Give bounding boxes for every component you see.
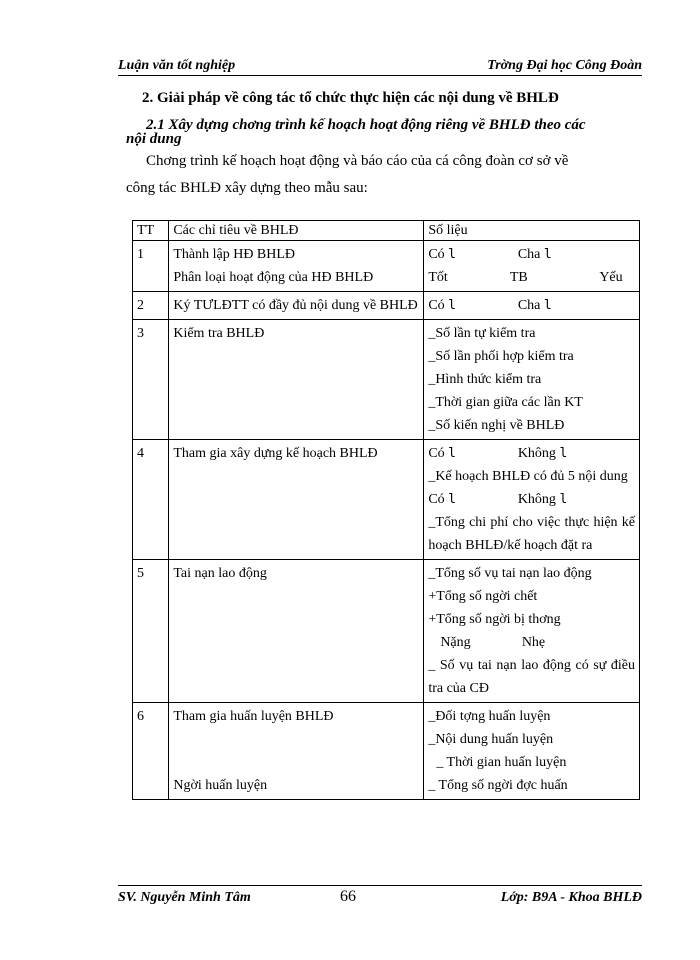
row-number: 2	[133, 292, 169, 320]
header-left: Luận văn tốt nghiệp	[118, 58, 236, 73]
option-label: Không	[517, 446, 556, 461]
data-cell	[424, 241, 640, 292]
data-line: +Tổng số ngời bị thơng	[428, 612, 561, 627]
table-row	[133, 320, 640, 440]
data-line: _Số kiến nghị về BHLĐ	[428, 418, 565, 433]
data-cell	[424, 292, 640, 320]
indicator-line: Tham gia huấn luyện BHLĐ	[173, 709, 334, 724]
checkbox-icon[interactable]: l	[448, 247, 456, 262]
option-label: Nặng	[440, 635, 471, 650]
header-data: Số liệu	[424, 221, 640, 241]
checkbox-icon[interactable]: l	[543, 247, 552, 262]
checkbox-icon[interactable]: l	[559, 492, 568, 507]
intro-line2: công tác BHLĐ xây dựng theo mẫu sau:	[126, 180, 368, 196]
data-line: _Kế hoạch BHLĐ có đủ 5 nội dung	[428, 469, 628, 484]
table-header-row	[133, 221, 640, 241]
data-cell	[424, 440, 640, 560]
indicator-line: Ký TƯLĐTT có đầy đủ nội dung về BHLĐ	[173, 298, 418, 313]
checkbox-icon[interactable]: l	[448, 298, 456, 313]
table-row	[133, 703, 640, 800]
indicator-line: Ngời huấn luyện	[173, 778, 268, 793]
data-line: _Số lần tự kiểm tra	[428, 326, 536, 341]
indicator-cell	[169, 292, 424, 320]
option-pair	[428, 294, 635, 317]
data-line: _Tổng chi phí cho việc thực hiện kế hoạch BHLĐ/kế hoạch đặt ra	[428, 515, 635, 553]
header-rule	[118, 75, 642, 76]
option-label: Có	[428, 446, 445, 461]
option-label: TB	[509, 270, 528, 285]
option-label: Không	[517, 492, 556, 507]
indicator-line: Tham gia xây dựng kế hoạch BHLĐ	[173, 446, 378, 461]
indicator-cell	[169, 560, 424, 703]
sub-title-line1: 2.1 Xây dựng chơng trình kế hoạch hoạt động riêng về BHLĐ theo các	[146, 117, 586, 133]
intro-paragraph	[126, 148, 636, 202]
footer-class: Lớp: B9A - Khoa BHLĐ	[500, 890, 642, 905]
data-line: _Nội dung huấn luyện	[428, 732, 554, 747]
checkbox-icon[interactable]: l	[448, 492, 456, 507]
data-line: +Tổng số ngời chết	[428, 589, 538, 604]
option-label: Có	[428, 247, 445, 262]
severity-options	[428, 631, 635, 654]
row-number: 4	[133, 440, 169, 560]
indicator-cell	[169, 241, 424, 292]
footer-rule	[118, 885, 642, 886]
indicator-cell	[169, 703, 424, 800]
data-cell	[424, 703, 640, 800]
checkbox-icon[interactable]: l	[543, 298, 552, 313]
option-label: Có	[428, 298, 445, 313]
table-row	[133, 560, 640, 703]
table-row	[133, 241, 640, 292]
data-line: _ Tổng số ngời đợc huấn	[428, 778, 568, 793]
bhld-table	[132, 220, 640, 800]
indicator-line: Kiểm tra BHLĐ	[173, 326, 265, 341]
indicator-cell	[169, 320, 424, 440]
data-cell	[424, 560, 640, 703]
row-number: 6	[133, 703, 169, 800]
sub-title	[126, 118, 638, 146]
option-label: Cha	[517, 247, 541, 262]
option-label: Nhẹ	[521, 635, 546, 650]
indicator-line: Phân loại hoạt động của HĐ BHLĐ	[173, 270, 374, 285]
rating-options	[428, 266, 635, 289]
data-line: _Thời gian giữa các lần KT	[428, 395, 583, 410]
option-label: Tốt	[428, 270, 448, 285]
data-line: _ Thời gian huấn luyện	[436, 755, 567, 770]
footer-author: SV. Nguyễn Minh Tâm	[118, 890, 251, 905]
table-row	[133, 440, 640, 560]
option-pair	[428, 488, 635, 511]
indicator-line: Thành lập HĐ BHLĐ	[173, 247, 296, 262]
option-pair	[428, 243, 635, 266]
option-pair	[428, 442, 635, 465]
header-tt: TT	[133, 221, 169, 241]
header-right: Trờng Đại học Công Đoàn	[487, 58, 642, 73]
data-cell	[424, 320, 640, 440]
page-number: 66	[340, 888, 356, 905]
option-label: Yếu	[599, 270, 623, 285]
data-line: _ Số vụ tai nạn lao động có sự điều tra của CĐ	[428, 658, 635, 696]
header-indicator: Các chỉ tiêu về BHLĐ	[169, 221, 424, 241]
data-line: _Số lần phối hợp kiểm tra	[428, 349, 574, 364]
option-label: Cha	[517, 298, 541, 313]
data-line: _Hình thức kiểm tra	[428, 372, 542, 387]
data-line: _Tổng số vụ tai nạn lao động	[428, 566, 592, 581]
row-number: 1	[133, 241, 169, 292]
intro-line1: Chơng trình kế hoạch hoạt động và báo cáo của cá công đoàn cơ sở về	[146, 153, 569, 169]
section-title: 2. Giải pháp về công tác tổ chức thực hiện các nội dung về BHLĐ	[142, 90, 559, 106]
option-label: Có	[428, 492, 445, 507]
row-number: 5	[133, 560, 169, 703]
checkbox-icon[interactable]: l	[448, 446, 456, 461]
indicator-cell	[169, 440, 424, 560]
sub-title-line2: nội dung	[126, 131, 182, 147]
row-number: 3	[133, 320, 169, 440]
data-line: _Đối tợng huấn luyện	[428, 709, 551, 724]
indicator-line: Tai nạn lao động	[173, 566, 267, 581]
checkbox-icon[interactable]: l	[559, 446, 568, 461]
table-row	[133, 292, 640, 320]
